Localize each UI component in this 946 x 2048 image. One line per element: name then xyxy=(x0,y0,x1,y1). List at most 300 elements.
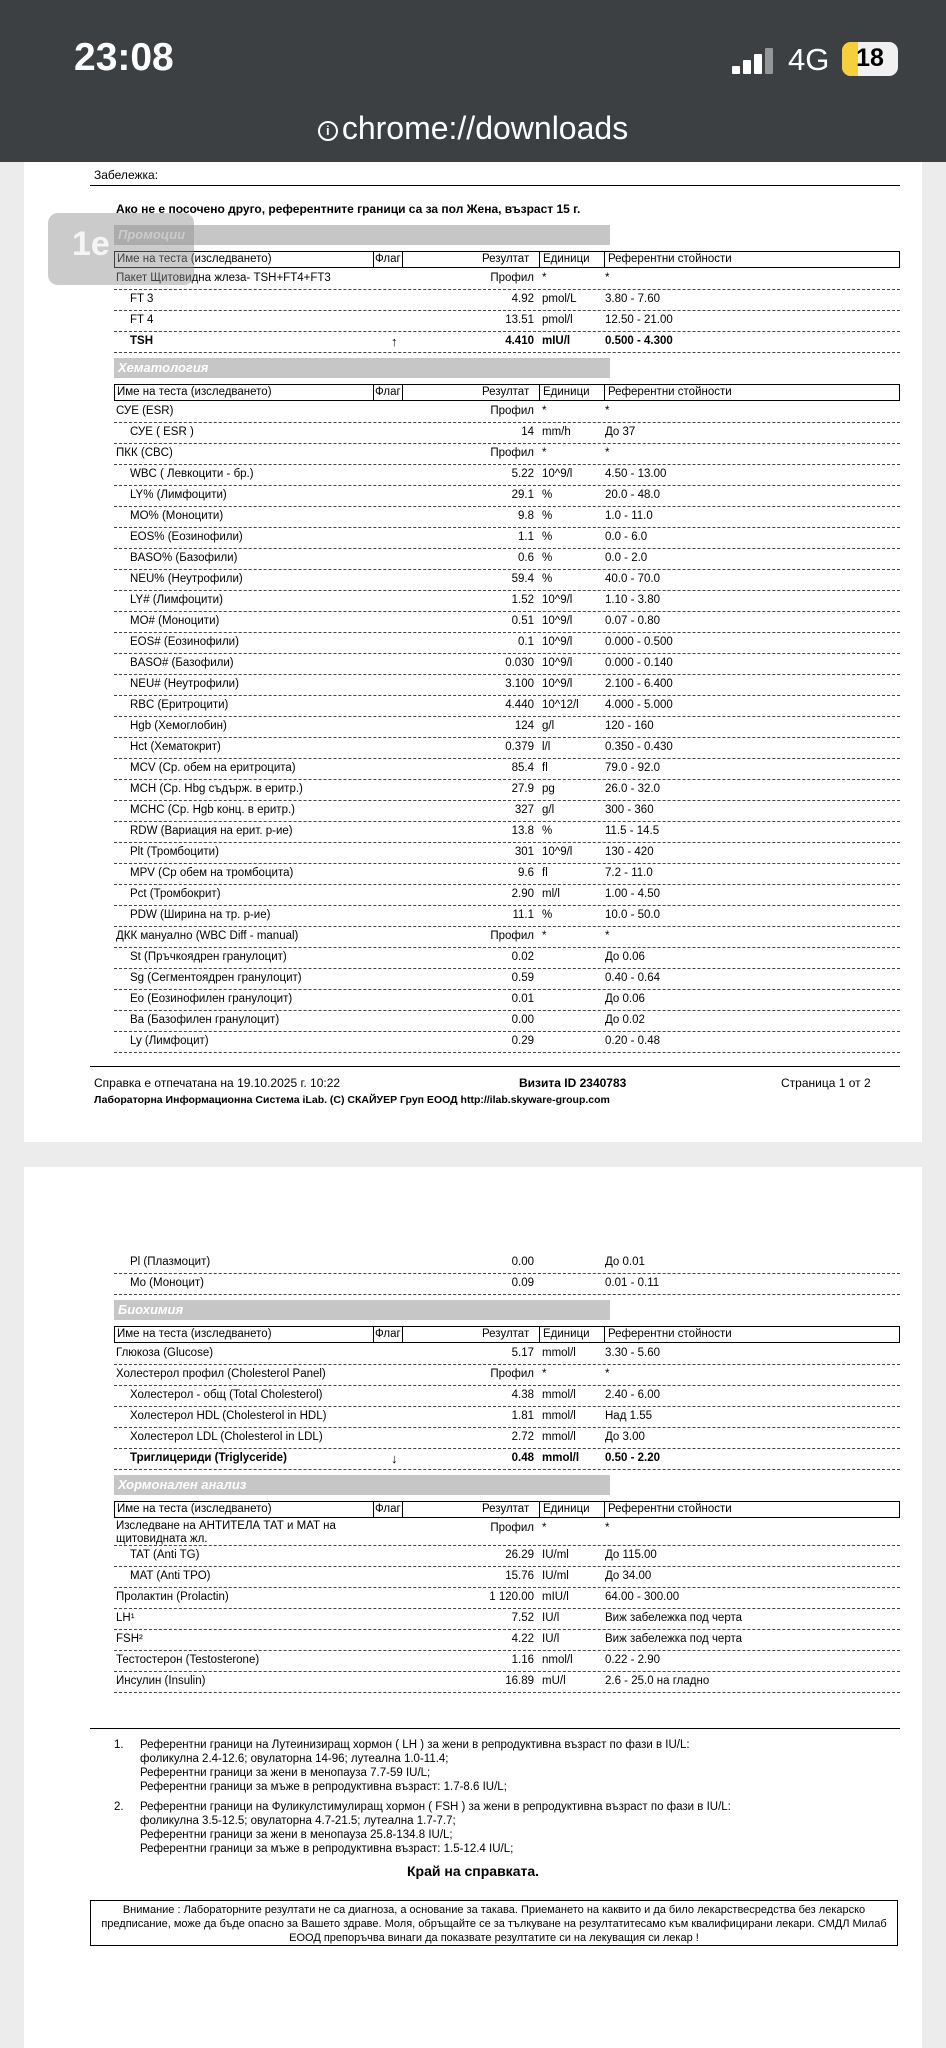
reference-range: 40.0 - 70.0 xyxy=(605,573,660,585)
test-name: Изследване на АНТИТЕЛА ТАТ и МАТ на щитовидната жл. xyxy=(116,1520,336,1545)
reference-range: 10.0 - 50.0 xyxy=(605,909,660,921)
unit-value: mmol/l xyxy=(542,1410,576,1422)
column-header-flag: Флаг xyxy=(375,1503,401,1515)
table-row xyxy=(114,948,900,969)
table-row xyxy=(114,1567,900,1588)
result-value: 0.59 xyxy=(511,972,534,984)
test-name: Холестерол - общ (Total Cholesterol) xyxy=(130,1389,323,1401)
unit-value: IU/l xyxy=(542,1612,560,1624)
table-row xyxy=(114,1546,900,1567)
column-header-result: Резултат xyxy=(482,1328,530,1340)
note-label: Забележка: xyxy=(94,168,159,182)
result-value: 13.51 xyxy=(505,314,534,326)
unit-value: % xyxy=(542,909,553,921)
table-row xyxy=(114,1428,900,1449)
test-name: Mo (Моноцит) xyxy=(130,1277,204,1289)
table-row xyxy=(114,1253,900,1274)
reference-range: 130 - 420 xyxy=(605,846,654,858)
test-name: Триглицериди (Triglyceride) xyxy=(130,1452,287,1464)
reference-range: 4.000 - 5.000 xyxy=(605,699,673,711)
unit-value: mm/h xyxy=(542,426,571,438)
section-title: Хормонален анализ xyxy=(114,1475,610,1495)
result-value: Профил xyxy=(490,930,534,942)
unit-value: 10^9/l xyxy=(542,468,573,480)
column-header-ref: Референтни стойности xyxy=(608,386,732,398)
result-value: 0.51 xyxy=(511,615,534,627)
footnote-line: Референтни граници за мъже в репродуктивна възраст: 1.7-8.6 IU/L; xyxy=(140,1781,507,1793)
reference-range: До 0.06 xyxy=(605,993,645,1005)
table-row xyxy=(114,612,900,633)
table-row xyxy=(114,1519,900,1546)
signal-icon xyxy=(732,48,774,74)
section-title: Промоции xyxy=(114,225,610,245)
table-header xyxy=(114,1501,900,1518)
reference-range: 20.0 - 48.0 xyxy=(605,489,660,501)
reference-range: 0.0 - 6.0 xyxy=(605,531,648,543)
result-value: Профил xyxy=(490,405,534,417)
table-row xyxy=(114,486,900,507)
test-name: MPV (Ср обем на тромбоцита) xyxy=(130,867,294,879)
result-value: 11.1 xyxy=(512,909,534,921)
result-value: 14 xyxy=(521,426,534,438)
test-name: Холестерол профил (Cholesterol Panel) xyxy=(116,1368,326,1380)
system-info: Лабораторна Информационна Система iLab. (C) СКАЙУЕР Груп ЕООД http://ilab.skyware-group.com xyxy=(94,1094,610,1106)
result-value: 26.29 xyxy=(505,1549,534,1561)
unit-value: mmol/l xyxy=(542,1431,576,1443)
test-name: Ba (Базофилен гранулоцит) xyxy=(130,1014,280,1026)
table-row xyxy=(114,1386,900,1407)
test-name: Ly (Лимфоцит) xyxy=(130,1035,209,1047)
disclaimer-box: Внимание : Лабораторните резултати не са диагноза, а основание за такава. Приемането на каквито и да било лекарствесредства без лекарско предписание, може да бъде опасно за Вашето здраве. Моля, обръщайте се за тълкуване на резултатитесамо към квалифицирани лекари. СМДЛ Милаб ЕООД препоръчва винаги да показвате резултатите си на лекуващия си лекар ! xyxy=(90,1900,898,1946)
test-name: TAT (Anti TG) xyxy=(130,1549,200,1561)
unit-value: l/l xyxy=(542,741,551,753)
test-name: LH¹ xyxy=(116,1612,135,1624)
column-header-unit: Единици xyxy=(543,1328,590,1340)
reference-range: 4.50 - 13.00 xyxy=(605,468,667,480)
table-row xyxy=(114,423,900,444)
reference-range: До 0.06 xyxy=(605,951,645,963)
table-row xyxy=(114,269,900,290)
reference-range: 0.000 - 0.140 xyxy=(605,657,673,669)
test-name: Глюкоза (Glucose) xyxy=(116,1347,214,1359)
test-name: Инсулин (Insulin) xyxy=(116,1675,206,1687)
test-name: Pl (Плазмоцит) xyxy=(130,1256,211,1268)
reference-range: * xyxy=(605,1368,610,1380)
column-header-unit: Единици xyxy=(543,253,590,265)
reference-range: 64.00 - 300.00 xyxy=(605,1591,680,1603)
table-header xyxy=(114,384,900,401)
result-value: 1.52 xyxy=(511,594,534,606)
unit-value: 10^9/l xyxy=(542,615,573,627)
section-title: Хематология xyxy=(114,358,610,378)
table-row xyxy=(114,1407,900,1428)
test-name: Eo (Еозинофилен гранулоцит) xyxy=(130,993,293,1005)
unit-value: 10^9/l xyxy=(542,636,573,648)
reference-range: 79.0 - 92.0 xyxy=(605,762,660,774)
test-name: Холестерол LDL (Cholesterol in LDL) xyxy=(130,1431,323,1443)
flag-arrow: ↑ xyxy=(391,334,398,349)
network-type: 4G xyxy=(788,42,830,77)
result-value: 4.92 xyxy=(511,293,534,305)
result-value: 0.00 xyxy=(511,1256,534,1268)
url-text: chrome://downloads xyxy=(341,110,629,146)
unit-value: mIU/l xyxy=(542,335,571,347)
result-value: 15.76 xyxy=(505,1570,534,1582)
unit-value: pg xyxy=(542,783,555,795)
result-value: 16.89 xyxy=(505,1675,534,1687)
page-number: Страница 1 от 2 xyxy=(781,1076,871,1090)
result-value: 4.22 xyxy=(511,1633,534,1645)
column-header-unit: Единици xyxy=(543,386,590,398)
report-page-1 xyxy=(24,162,922,1142)
reference-range: 0.0 - 2.0 xyxy=(605,552,648,564)
reference-range: 0.500 - 4.300 xyxy=(605,335,673,347)
result-value: 2.90 xyxy=(511,888,534,900)
column-header-ref: Референтни стойности xyxy=(608,253,732,265)
reference-range: 0.20 - 0.48 xyxy=(605,1035,660,1047)
result-value: 9.6 xyxy=(518,867,534,879)
table-row xyxy=(114,675,900,696)
reference-range: * xyxy=(605,272,610,284)
result-value: 0.1 xyxy=(518,636,534,648)
footnote-line: фоликулна 2.4-12.6; овулаторна 14-96; лутеална 1.0-11.4; xyxy=(140,1753,449,1765)
reference-range: 0.22 - 2.90 xyxy=(605,1654,660,1666)
reference-range: Над 1.55 xyxy=(605,1410,652,1422)
table-row xyxy=(114,969,900,990)
reference-range: До 0.02 xyxy=(605,1014,645,1026)
reference-range: * xyxy=(605,405,610,417)
section-title: Биохимия xyxy=(114,1300,610,1320)
table-row xyxy=(114,822,900,843)
column-header-unit: Единици xyxy=(543,1503,590,1515)
info-icon[interactable]: i xyxy=(318,121,338,141)
status-time: 23:08 xyxy=(74,36,174,79)
test-name: MCV (Ср. обем на еритроцита) xyxy=(130,762,296,774)
unit-value: 10^9/l xyxy=(542,678,573,690)
battery-icon xyxy=(842,42,898,76)
printed-date: Справка е отпечатана на 19.10.2025 г. 10:22 xyxy=(94,1076,341,1090)
reference-range: 0.40 - 0.64 xyxy=(605,972,660,984)
unit-value: IU/l xyxy=(542,1633,560,1645)
result-value: 27.9 xyxy=(511,783,534,795)
column-header-result: Резултат xyxy=(482,386,530,398)
reference-range: 2.6 - 25.0 на гладно xyxy=(605,1675,710,1687)
unit-value: % xyxy=(542,573,553,585)
table-row xyxy=(114,843,900,864)
table-row xyxy=(114,570,900,591)
reference-note: Ако не е посочено друго, референтните граници са за пол Жена, възраст 15 г. xyxy=(116,202,581,216)
table-row xyxy=(114,402,900,423)
reference-range: 7.2 - 11.0 xyxy=(605,867,653,879)
result-value: 1.16 xyxy=(511,1654,534,1666)
test-name: FSH² xyxy=(116,1633,143,1645)
test-name: RDW (Вариация на ерит. р-ие) xyxy=(130,825,293,837)
unit-value: mIU/l xyxy=(542,1591,569,1603)
unit-value: * xyxy=(542,405,547,417)
result-value: Профил xyxy=(490,272,534,284)
floating-overlay[interactable]: 1e xyxy=(48,213,194,285)
footnote-number: 1. xyxy=(114,1739,124,1751)
result-value: 5.17 xyxy=(511,1347,534,1359)
reference-range: 12.50 - 21.00 xyxy=(605,314,673,326)
result-value: 0.01 xyxy=(511,993,534,1005)
table-row xyxy=(114,591,900,612)
reference-range: 3.30 - 5.60 xyxy=(605,1347,660,1359)
result-value: 0.6 xyxy=(518,552,534,564)
result-value: 3.100 xyxy=(505,678,534,690)
test-name: ДКК мануално (WBC Diff - manual) xyxy=(116,930,299,942)
table-header xyxy=(114,1326,900,1343)
unit-value: g/l xyxy=(542,720,555,732)
reference-range: До 34.00 xyxy=(605,1570,652,1582)
table-row xyxy=(114,738,900,759)
unit-value: * xyxy=(542,272,547,284)
result-value: 4.410 xyxy=(505,335,534,347)
reference-range: 2.100 - 6.400 xyxy=(605,678,673,690)
column-header-name: Име на теста (изследването) xyxy=(117,253,272,265)
result-value: 9.8 xyxy=(518,510,534,522)
reference-range: 120 - 160 xyxy=(605,720,654,732)
result-value: 59.4 xyxy=(511,573,534,585)
unit-value: * xyxy=(542,447,547,459)
result-value: 0.48 xyxy=(511,1452,534,1464)
test-name: СУЕ (ESR) xyxy=(116,405,174,417)
table-row xyxy=(114,906,900,927)
table-row xyxy=(114,1588,900,1609)
table-row xyxy=(114,528,900,549)
test-name: EOS% (Еозинофили) xyxy=(130,531,243,543)
table-row xyxy=(114,1449,900,1470)
result-value: 0.00 xyxy=(511,1014,534,1026)
test-name: RBC (Еритроцити) xyxy=(130,699,229,711)
table-row xyxy=(114,549,900,570)
reference-range: 0.000 - 0.500 xyxy=(605,636,673,648)
result-value: 327 xyxy=(514,804,534,816)
flag-arrow: ↓ xyxy=(391,1451,398,1466)
result-value: 1 120.00 xyxy=(489,1591,534,1603)
column-header-result: Резултат xyxy=(482,1503,530,1515)
footnote-line: Референтни граници за мъже в репродуктивна възраст: 1.5-12.4 IU/L; xyxy=(140,1843,514,1855)
test-name: СУЕ ( ESR ) xyxy=(130,426,194,438)
footnote-number: 2. xyxy=(114,1801,124,1813)
test-name: Pct (Тромбокрит) xyxy=(130,888,221,900)
reference-range: 0.07 - 0.80 xyxy=(605,615,660,627)
table-row xyxy=(114,1344,900,1365)
table-row xyxy=(114,1609,900,1630)
test-name: FT 3 xyxy=(130,293,154,305)
test-name: St (Пръчкоядрен гранулоцит) xyxy=(130,951,287,963)
result-value: Профил xyxy=(490,1522,534,1534)
unit-value: 10^9/l xyxy=(542,657,573,669)
unit-value: * xyxy=(542,930,547,942)
table-row xyxy=(114,1651,900,1672)
footnote-line: фоликулна 3.5-12.5; овулаторна 4.7-21.5; лутеална 1.7-7.7; xyxy=(140,1815,456,1827)
footnote-line: Референтни граници за жени в менопауза 25.8-134.8 IU/L; xyxy=(140,1829,453,1841)
reference-range: До 37 xyxy=(605,426,636,438)
reference-range: До 115.00 xyxy=(605,1549,657,1561)
column-header-flag: Флаг xyxy=(375,253,401,265)
footnote-line: Референтни граници за жени в менопауза 7.7-59 IU/L; xyxy=(140,1767,431,1779)
unit-value: nmol/l xyxy=(542,1654,573,1666)
reference-range: * xyxy=(605,447,610,459)
column-header-name: Име на теста (изследването) xyxy=(117,386,272,398)
footnote-line: Референтни граници на Лутеинизиращ хормон ( LH ) за жени в репродуктивна възраст по фази в IU/L: xyxy=(140,1739,690,1751)
unit-value: 10^9/l xyxy=(542,846,573,858)
unit-value: % xyxy=(542,825,553,837)
unit-value: fl xyxy=(542,867,548,879)
reference-range: Виж забележка под черта xyxy=(605,1612,743,1624)
reference-range: 300 - 360 xyxy=(605,804,654,816)
unit-value: mmol/l xyxy=(542,1389,576,1401)
table-row xyxy=(114,1011,900,1032)
reference-range: 3.80 - 7.60 xyxy=(605,293,660,305)
result-value: 1.1 xyxy=(518,531,534,543)
end-of-report: Край на справката. xyxy=(406,1863,540,1879)
unit-value: 10^12/l xyxy=(542,699,579,711)
unit-value: % xyxy=(542,531,553,543)
test-name: TSH xyxy=(130,335,153,347)
test-name: Холестерол HDL (Cholesterol in HDL) xyxy=(130,1410,327,1422)
reference-range: 1.0 - 11.0 xyxy=(605,510,653,522)
reference-range: * xyxy=(605,1522,610,1534)
test-name: Пакет Щитовидна жлеза- TSH+FT4+FT3 xyxy=(116,272,331,284)
reference-range: 11.5 - 14.5 xyxy=(605,825,660,837)
unit-value: * xyxy=(542,1368,547,1380)
column-header-name: Име на теста (изследването) xyxy=(117,1503,272,1515)
test-name: MCHC (Ср. Hgb конц. в еритр.) xyxy=(130,804,295,816)
table-header xyxy=(114,251,900,268)
table-row xyxy=(114,990,900,1011)
status-bar xyxy=(0,0,946,162)
table-row xyxy=(114,633,900,654)
unit-value: IU/ml xyxy=(542,1570,569,1582)
column-header-ref: Референтни стойности xyxy=(608,1328,732,1340)
result-value: 1.81 xyxy=(511,1410,534,1422)
reference-range: 1.10 - 3.80 xyxy=(605,594,660,606)
unit-value: % xyxy=(542,510,553,522)
test-name: MCH (Ср. Hbg съдърж. в еритр.) xyxy=(130,783,303,795)
unit-value: * xyxy=(542,1522,547,1534)
test-name: Plt (Тромбоцити) xyxy=(130,846,219,858)
table-row xyxy=(114,927,900,948)
unit-value: 10^9/l xyxy=(542,594,573,606)
table-row xyxy=(114,332,900,353)
test-name: LY% (Лимфоцити) xyxy=(130,489,227,501)
test-name: LY# (Лимфоцити) xyxy=(130,594,223,606)
result-value: 29.1 xyxy=(511,489,534,501)
reference-range: 0.350 - 0.430 xyxy=(605,741,673,753)
test-name: PDW (Ширина на тр. р-ие) xyxy=(130,909,271,921)
test-name: ПКК (CBC) xyxy=(116,447,173,459)
result-value: 85.4 xyxy=(511,762,534,774)
column-header-result: Резултат xyxy=(482,253,530,265)
unit-value: % xyxy=(542,489,553,501)
result-value: 0.02 xyxy=(511,951,534,963)
table-row xyxy=(114,885,900,906)
unit-value: pmol/l xyxy=(542,314,573,326)
result-value: Профил xyxy=(490,1368,534,1380)
test-name: Тестостерон (Testosterone) xyxy=(116,1654,260,1666)
reference-range: 1.00 - 4.50 xyxy=(605,888,660,900)
test-name: Hct (Хематокрит) xyxy=(130,741,221,753)
test-name: BASO# (Базофили) xyxy=(130,657,234,669)
unit-value: mU/l xyxy=(542,1675,566,1687)
reference-range: 2.40 - 6.00 xyxy=(605,1389,660,1401)
result-value: Профил xyxy=(490,447,534,459)
table-row xyxy=(114,465,900,486)
test-name: EOS# (Еозинофили) xyxy=(130,636,239,648)
table-row xyxy=(114,717,900,738)
table-row xyxy=(114,1032,900,1053)
address-bar[interactable] xyxy=(0,110,946,147)
unit-value: fl xyxy=(542,762,548,774)
table-row xyxy=(114,311,900,332)
table-row xyxy=(114,290,900,311)
test-name: FT 4 xyxy=(130,314,154,326)
test-name: NEU% (Неутрофили) xyxy=(130,573,243,585)
test-name: WBC ( Левкоцити - бр.) xyxy=(130,468,254,480)
unit-value: IU/ml xyxy=(542,1549,569,1561)
table-row xyxy=(114,1630,900,1651)
table-row xyxy=(114,1274,900,1295)
column-header-flag: Флаг xyxy=(375,1328,401,1340)
visit-id: Визита ID 2340783 xyxy=(519,1076,627,1090)
column-header-flag: Флаг xyxy=(375,386,401,398)
result-value: 5.22 xyxy=(511,468,534,480)
test-name: Пролактин (Prolactin) xyxy=(116,1591,229,1603)
battery-level: 18 xyxy=(856,44,884,72)
unit-value: mmol/l xyxy=(542,1347,576,1359)
result-value: 4.440 xyxy=(505,699,534,711)
column-header-ref: Референтни стойности xyxy=(608,1503,732,1515)
result-value: 0.030 xyxy=(505,657,534,669)
reference-range: До 0.01 xyxy=(605,1256,645,1268)
result-value: 4.38 xyxy=(511,1389,534,1401)
table-row xyxy=(114,1672,900,1693)
test-name: MO% (Моноцити) xyxy=(130,510,224,522)
unit-value: pmol/L xyxy=(542,293,577,305)
test-name: MAT (Anti TPO) xyxy=(130,1570,211,1582)
table-row xyxy=(114,864,900,885)
reference-range: Виж забележка под черта xyxy=(605,1633,743,1645)
result-value: 301 xyxy=(514,846,534,858)
result-value: 7.52 xyxy=(511,1612,534,1624)
unit-value: mmol/l xyxy=(542,1452,580,1464)
result-value: 0.379 xyxy=(505,741,534,753)
result-value: 2.72 xyxy=(511,1431,534,1443)
test-name: BASO% (Базофили) xyxy=(130,552,238,564)
table-row xyxy=(114,654,900,675)
table-row xyxy=(114,444,900,465)
reference-range: 26.0 - 32.0 xyxy=(605,783,660,795)
column-header-name: Име на теста (изследването) xyxy=(117,1328,272,1340)
unit-value: g/l xyxy=(542,804,555,816)
report-page-2 xyxy=(24,1167,922,2048)
table-row xyxy=(114,507,900,528)
unit-value: ml/l xyxy=(542,888,560,900)
reference-range: 0.01 - 0.11 xyxy=(605,1277,660,1289)
result-value: 0.29 xyxy=(511,1035,534,1047)
reference-range: До 3.00 xyxy=(605,1431,645,1443)
table-row xyxy=(114,801,900,822)
reference-range: * xyxy=(605,930,610,942)
test-name: NEU# (Неутрофили) xyxy=(130,678,239,690)
result-value: 0.09 xyxy=(511,1277,534,1289)
test-name: MO# (Моноцити) xyxy=(130,615,220,627)
footnote-line: Референтни граници на Фуликулстимулиращ хормон ( FSH ) за жени в репродуктивна възраст по фази в IU/L: xyxy=(140,1801,731,1813)
test-name: Hgb (Хемоглобин) xyxy=(130,720,227,732)
table-row xyxy=(114,1365,900,1386)
